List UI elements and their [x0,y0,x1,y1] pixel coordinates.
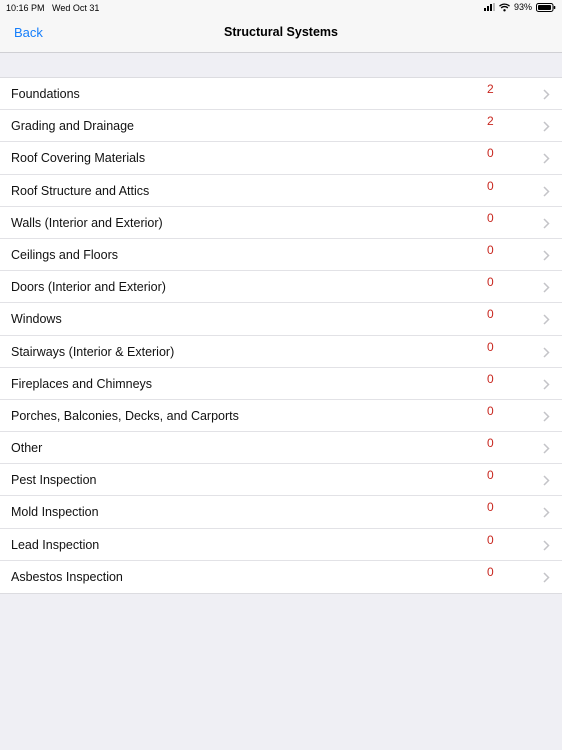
chevron-right-icon [543,507,550,518]
signal-bars-icon [484,3,495,11]
chevron-right-icon [543,411,550,422]
back-button[interactable]: Back [14,25,43,40]
structural-systems-list [0,77,562,594]
status-indicators [484,2,556,12]
list-item-label: Roof Covering Materials [11,151,146,166]
list-item[interactable] [0,561,562,593]
status-date: Wed Oct 31 [52,3,100,13]
chevron-right-icon [543,572,550,583]
chevron-right-icon [543,186,550,197]
list-item-count: 0 [487,339,494,354]
chevron-right-icon [543,89,550,100]
list-item-label: Porches, Balconies, Decks, and Carports [11,408,239,423]
list-item[interactable] [0,432,562,464]
list-item-count: 0 [487,371,494,386]
chevron-right-icon [543,347,550,358]
chevron-right-icon [543,540,550,551]
list-item[interactable] [0,303,562,335]
battery-icon [536,3,556,12]
list-item[interactable] [0,529,562,561]
list-item[interactable] [0,239,562,271]
list-item-label: Lead Inspection [11,537,100,552]
list-item-count: 0 [487,468,494,483]
status-bar [0,0,562,16]
chevron-right-icon [543,153,550,164]
list-item[interactable] [0,368,562,400]
chevron-right-icon [543,475,550,486]
page-title: Structural Systems [224,25,338,39]
list-item-label: Roof Structure and Attics [11,183,150,198]
list-item[interactable] [0,400,562,432]
list-item-label: Walls (Interior and Exterior) [11,215,163,230]
chevron-right-icon [543,379,550,390]
chevron-right-icon [543,314,550,325]
list-item[interactable] [0,496,562,528]
list-item-label: Pest Inspection [11,473,97,488]
list-item-label: Ceilings and Floors [11,247,118,262]
list-item[interactable] [0,142,562,174]
list-item-count: 0 [487,532,494,547]
list-item-count: 0 [487,564,494,579]
list-item-label: Doors (Interior and Exterior) [11,280,166,295]
chevron-right-icon [543,218,550,229]
list-item-count: 0 [487,500,494,515]
chevron-right-icon [543,250,550,261]
list-item-count: 0 [487,275,494,290]
list-item-label: Windows [11,312,62,327]
list-item-count: 0 [487,178,494,193]
list-item-label: Asbestos Inspection [11,569,123,584]
list-item-count: 2 [487,114,494,129]
chevron-right-icon [543,282,550,293]
list-item[interactable] [0,464,562,496]
list-item[interactable] [0,271,562,303]
list-item-label: Other [11,441,43,456]
battery-percent: 93% [513,2,532,12]
list-item-label: Grading and Drainage [11,119,134,134]
list-item[interactable] [0,78,562,110]
list-item[interactable] [0,110,562,142]
list-item[interactable] [0,336,562,368]
list-item-label: Stairways (Interior & Exterior) [11,344,175,359]
navigation-bar [0,16,562,53]
list-item-count: 0 [487,242,494,257]
list-item-count: 2 [487,82,494,96]
list-item-label: Foundations [11,87,80,101]
list-item[interactable] [0,175,562,207]
list-item-count: 0 [487,436,494,451]
list-item-label: Mold Inspection [11,505,99,520]
chevron-right-icon [543,121,550,132]
status-time: 10:16 PM [6,3,45,13]
list-item[interactable] [0,207,562,239]
wifi-icon [499,3,510,12]
list-item-count: 0 [487,146,494,161]
list-item-label: Fireplaces and Chimneys [11,376,153,391]
list-item-count: 0 [487,210,494,225]
chevron-right-icon [543,443,550,454]
list-item-count: 0 [487,403,494,418]
list-item-count: 0 [487,307,494,322]
